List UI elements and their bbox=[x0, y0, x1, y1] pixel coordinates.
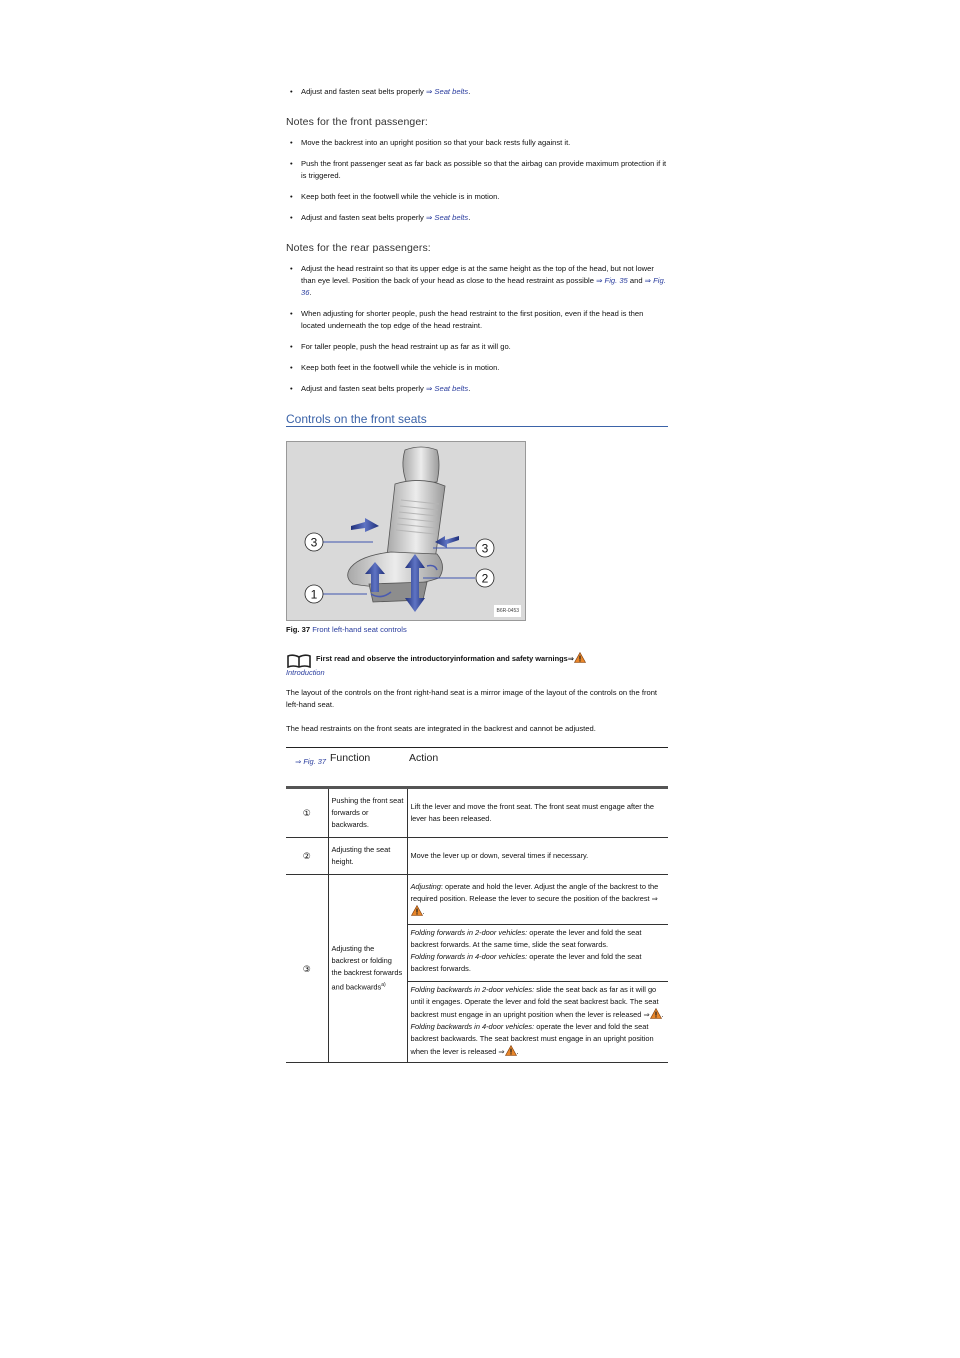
list-item: • Adjust and fasten seat belts properly ⇒ Seat belts. bbox=[288, 212, 668, 224]
list-item: • Push the front passenger seat as far back as possible so that the airbag can provide maximum protection if it is triggered. bbox=[288, 158, 668, 182]
figure-label: Fig. 37 bbox=[286, 625, 311, 634]
table-row: ③ Adjusting the backrest or folding the backrest forwards and backwards$^{a)}$ Adjusting: operate and hold the lever. Adjust the angle of the backrest to the required position. Release the lever to secure the position of the backrest ⇒. Folding forwards in 2-door vehicles: operate the lever and fold the seat backrest forwards. At the same time, slide the seat forwards. Folding forwards in 4-door vehicles: operate the lever and fold the seat backrest forwards. Folding backwards in 2-door vehicles: slide the seat back as far as it will go until it engages. Operate the lever and fold the seat backrest back. The seat backrest must engage in an upright position when the lever is released ⇒ . Folding backwards in 4-door vehicles: operate the lever and fold the seat backrest backwards. The seat backrest must engage in an upright position when the lever is released ⇒ . bbox=[286, 875, 668, 1063]
backrest-arrow-icon bbox=[351, 518, 379, 532]
warning-triangle-icon bbox=[650, 1008, 662, 1019]
paragraph: The layout of the controls on the front right-hand seat is a mirror image of the layout of the controls on the front left-hand seat. bbox=[286, 688, 658, 709]
intro-notice: First read and observe the introductoryinformation and safety warnings⇒ Introduction bbox=[286, 652, 668, 679]
warning-triangle-icon bbox=[411, 905, 423, 916]
seat-belts-link[interactable]: ⇒ Seat belts bbox=[425, 213, 469, 222]
introduction-link[interactable]: Introduction bbox=[286, 668, 325, 677]
warning-triangle-icon bbox=[574, 652, 586, 663]
section-title: Controls on the front seats bbox=[286, 413, 668, 427]
list-item: • Adjust and fasten seat belts properly ⇒ Seat belts. bbox=[288, 86, 668, 98]
seat-belts-link[interactable]: ⇒ Seat belts bbox=[425, 87, 469, 96]
book-icon bbox=[286, 654, 312, 668]
list-item: • When adjusting for shorter people, push the head restraint to the first position, even if the head is then located underneath the top edge of the head restraint. bbox=[288, 308, 668, 332]
paragraph: The head restraints on the front seats are integrated in the backrest and cannot be adjusted. bbox=[286, 724, 596, 733]
figure-caption: Fig. 37 Front left-hand seat controls bbox=[286, 625, 407, 634]
table-row: ② Adjusting the seat height. Move the lever up or down, several times if necessary. bbox=[286, 838, 668, 875]
column-header-function: Function bbox=[328, 748, 407, 788]
callout-label: 1 bbox=[310, 587, 318, 602]
manual-page bbox=[286, 86, 668, 1063]
fig-36-link[interactable]: ⇒ Fig. 36 bbox=[301, 276, 666, 297]
column-header-action: Action bbox=[407, 748, 668, 788]
action-adjusting: Adjusting: operate and hold the lever. Adjust the angle of the backrest to the required position. Release the lever to secure the position of the backrest ⇒. bbox=[408, 879, 669, 925]
action-folding-backwards: Folding backwards in 2-door vehicles: slide the seat back as far as it will go until it engages. Operate the lever and fold the seat backrest back. The seat backrest must engage in an upright position when the lever is released ⇒ . Folding backwards in 4-door vehicles: operate the lever and fold the seat backrest backwards. The seat backrest must engage in an upright position when the lever is released ⇒ . bbox=[410, 985, 664, 1056]
seat-illustration bbox=[287, 442, 525, 620]
table-row: ① Pushing the front seat forwards or backwards. Lift the lever and move the front seat. The front seat must engage after the lever has been released. bbox=[286, 788, 668, 838]
list-item: • Keep both feet in the footwell while the vehicle is in motion. bbox=[288, 362, 668, 374]
front-passenger-heading: Notes for the front passenger: bbox=[286, 116, 428, 128]
backrest-arrow-icon bbox=[435, 536, 459, 548]
callout-label: 3 bbox=[481, 541, 489, 556]
list-item: • For taller people, push the head restraint up as far as it will go. bbox=[288, 341, 668, 353]
callout-label: 2 bbox=[481, 571, 489, 586]
callout-label: 3 bbox=[310, 535, 318, 550]
seat-controls-figure bbox=[286, 441, 526, 621]
list-item: • Adjust the head restraint so that its upper edge is at the same height as the top of the head, but not lower than eye level. Position the back of your head as close to the head restraint as possible ⇒ Fig. 35 and ⇒ Fig. 36. bbox=[288, 263, 668, 299]
warning-triangle-icon bbox=[505, 1045, 517, 1056]
rear-passengers-heading: Notes for the rear passengers: bbox=[286, 242, 431, 254]
list-item: • Adjust and fasten seat belts properly ⇒ Seat belts. bbox=[288, 383, 668, 395]
figure-code: B6R-0453 bbox=[494, 605, 521, 617]
table-fig-ref[interactable]: ⇒ Fig. 37 bbox=[286, 748, 328, 788]
list-item: • Move the backrest into an upright position so that your back rests fully against it. bbox=[288, 137, 668, 149]
list-item: • Keep both feet in the footwell while the vehicle is in motion. bbox=[288, 191, 668, 203]
seat-belts-link[interactable]: ⇒ Seat belts bbox=[425, 384, 469, 393]
controls-table bbox=[286, 747, 668, 1063]
action-folding-forwards: Folding forwards in 2-door vehicles: operate the lever and fold the seat backrest forwards. At the same time, slide the seat forwards. Folding forwards in 4-door vehicles: operate the lever and fold the seat backrest forwards. bbox=[408, 925, 669, 982]
fig-35-link[interactable]: ⇒ Fig. 35 bbox=[596, 276, 628, 285]
